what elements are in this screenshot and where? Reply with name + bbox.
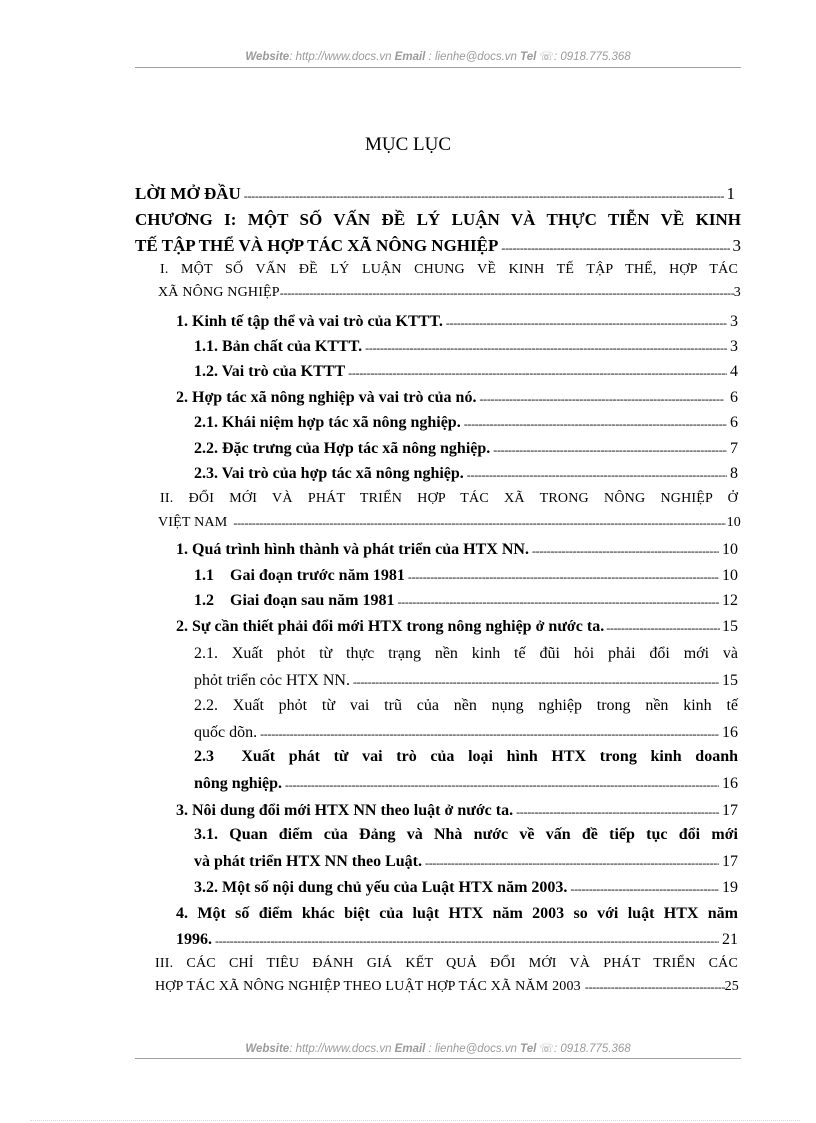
toc-page: 8 — [730, 465, 738, 482]
toc-item — [158, 285, 741, 301]
toc-item — [194, 567, 738, 585]
toc-label: 2.3. Vai trò của hợp tác xã nông nghiệp. — [194, 465, 464, 482]
footer-tel-value: : 0918.775.368 — [553, 1043, 631, 1055]
toc-label: 1.2. Vai trò của KTTT — [194, 363, 346, 380]
toc-label: 1.1 Gai đoạn trước năm 1981 — [194, 567, 405, 584]
toc-page: 6 — [730, 414, 738, 431]
page-title: MỤC LỤC — [364, 134, 452, 155]
toc-section-line1: I. MỘT SỐ VẤN ĐỀ LÝ LUẬN CHUNG VỀ KINH TẾ TẬP THỂ, HỢP TÁC — [160, 262, 738, 277]
toc-page: 12 — [722, 592, 738, 609]
toc-item — [194, 853, 738, 871]
toc-page: 4 — [730, 363, 738, 380]
toc-item — [176, 931, 738, 949]
footer-rule — [135, 1058, 741, 1059]
toc-label: và phát triển HTX NN theo Luật. — [194, 853, 423, 870]
toc-item — [176, 541, 738, 559]
toc-page: 16 — [722, 724, 738, 741]
page-bottom-edge — [30, 1120, 800, 1121]
toc-label: VIỆT NAM — [158, 515, 228, 530]
toc-subitem-line1: 2.3 Xuất phát từ vai trò của loại hình HTX trong kinh doanh — [194, 748, 738, 765]
toc-page: 17 — [722, 802, 738, 819]
toc-label: TẾ TẬP THỂ VÀ HỢP TÁC XÃ NÔNG NGHIỆP — [135, 236, 499, 255]
toc-item — [194, 775, 738, 793]
toc-page: 15 — [722, 618, 738, 635]
toc-label: 2. Sự cần thiết phải đổi mới HTX trong nông nghiệp ở nước ta. — [176, 618, 605, 635]
toc-section-line1: III. CÁC CHỈ TIÊU ĐÁNH GIÁ KẾT QUẢ ĐỔI MỚI VÀ PHÁT TRIỂN CÁC — [155, 956, 738, 971]
toc-item — [155, 979, 739, 995]
toc-label: 3. Nôi dung đổi mới HTX NN theo luật ở nước ta. — [176, 802, 514, 819]
toc-item — [194, 363, 738, 381]
toc-item — [176, 802, 738, 820]
header-tel-label: Tel — [520, 51, 537, 63]
toc-page: 10 — [722, 567, 738, 584]
toc-page: 3 — [733, 285, 741, 300]
toc-label: 1. Kinh tế tập thể và vai trò của KTTT. — [176, 313, 443, 330]
toc-item — [194, 440, 738, 458]
toc-page: 16 — [722, 775, 738, 792]
phone-icon: ☏ — [539, 51, 554, 63]
toc-item — [135, 184, 741, 204]
toc-label: 2.2. Đặc trưng của Hợp tác xã nông nghiệp. — [194, 440, 491, 457]
toc-page: 15 — [722, 672, 738, 689]
toc-page: 10 — [726, 515, 741, 530]
toc-subitem-line1: 2.2. Xuất phỏt từ vai trũ của nền nụng nghiệp trong nền kinh tế — [194, 697, 738, 714]
toc-label: quốc dõn. — [194, 724, 258, 741]
footer-web-label: Website — [245, 1043, 290, 1055]
footer-email-value: : lienhe@docs.vn — [425, 1043, 521, 1055]
toc-page: 1 — [726, 184, 735, 203]
toc-label: 3.2. Một số nội dung chủ yếu của Luật HTX năm 2003. — [194, 879, 568, 896]
footer-email-label: Email — [394, 1043, 426, 1055]
header-email-value: : lienhe@docs.vn — [425, 51, 521, 63]
toc-item — [194, 592, 738, 610]
toc-item — [194, 724, 738, 742]
toc-item — [176, 313, 738, 331]
header-tel-value: : 0918.775.368 — [553, 51, 631, 63]
footer-tel-label: Tel — [520, 1043, 537, 1055]
toc-page: 19 — [722, 879, 738, 896]
toc-page: 10 — [722, 541, 738, 558]
toc-item — [194, 338, 738, 356]
toc-label: 2. Hợp tác xã nông nghiệp và vai trò của nó. — [176, 389, 477, 406]
toc-label: LỜI MỞ ĐẦU — [135, 184, 241, 203]
header-web-label: Website — [245, 51, 290, 63]
toc-label: 2.1. Khái niệm hợp tác xã nông nghiệp. — [194, 414, 461, 431]
header-rule — [135, 67, 741, 68]
toc-label: 1.2 Giai đoạn sau năm 1981 — [194, 592, 395, 609]
toc-page: 7 — [730, 440, 738, 457]
toc-label: 1.1. Bản chất của KTTT. — [194, 338, 363, 355]
toc-item — [194, 414, 738, 432]
toc-item-line1: 4. Một số điểm khác biệt của luật HTX năm 2003 so với luật HTX năm — [176, 905, 738, 922]
toc-item — [194, 879, 738, 897]
page-footer — [135, 1041, 741, 1055]
footer-web-value: : http://www.docs.vn — [289, 1043, 395, 1055]
toc-page: 3 — [730, 338, 738, 355]
toc-subitem-line1: 2.1. Xuất phỏt từ thực trạng nền kinh tế đũi hỏi phải đổi mới và — [194, 645, 738, 662]
toc-label: 1. Quá trình hình thành và phát triển của HTX NN. — [176, 541, 529, 558]
toc-page: 25 — [724, 979, 739, 994]
toc-section-line1: II. ĐỔI MỚI VÀ PHÁT TRIỂN HỢP TÁC XÃ TRONG NÔNG NGHIỆP Ở — [160, 491, 738, 506]
toc-item — [194, 672, 738, 690]
toc-item — [158, 515, 741, 531]
toc-label: HỢP TÁC XÃ NÔNG NGHIỆP THEO LUẬT HỢP TÁC XÃ NĂM 2003 — [155, 979, 581, 994]
header-email-label: Email — [394, 51, 426, 63]
toc-label: nông nghiệp. — [194, 775, 283, 792]
toc-item — [194, 465, 738, 483]
toc-page: 3 — [730, 313, 738, 330]
phone-icon: ☏ — [539, 1043, 554, 1055]
toc-page: 17 — [722, 853, 738, 870]
toc-page: 6 — [730, 389, 738, 406]
toc-subitem-line1: 3.1. Quan điểm của Đảng và Nhà nước về vấn đề tiếp tục đổi mới — [194, 826, 738, 843]
toc-page: 3 — [732, 236, 741, 255]
toc-item — [135, 236, 741, 256]
header-web-value: : http://www.docs.vn — [289, 51, 395, 63]
toc-label: 1996. — [176, 931, 212, 948]
toc-chapter-line1: CHƯƠNG I: MỘT SỐ VẤN ĐỀ LÝ LUẬN VÀ THỰC TIỄN VỀ KINH — [135, 210, 741, 229]
toc-label: phỏt triển cỏc HTX NN. — [194, 672, 350, 689]
toc-label: XÃ NÔNG NGHIỆP — [158, 285, 280, 300]
toc-item — [176, 618, 738, 636]
page-header — [135, 49, 741, 63]
toc-item — [176, 389, 738, 407]
toc-page: 21 — [722, 931, 738, 948]
